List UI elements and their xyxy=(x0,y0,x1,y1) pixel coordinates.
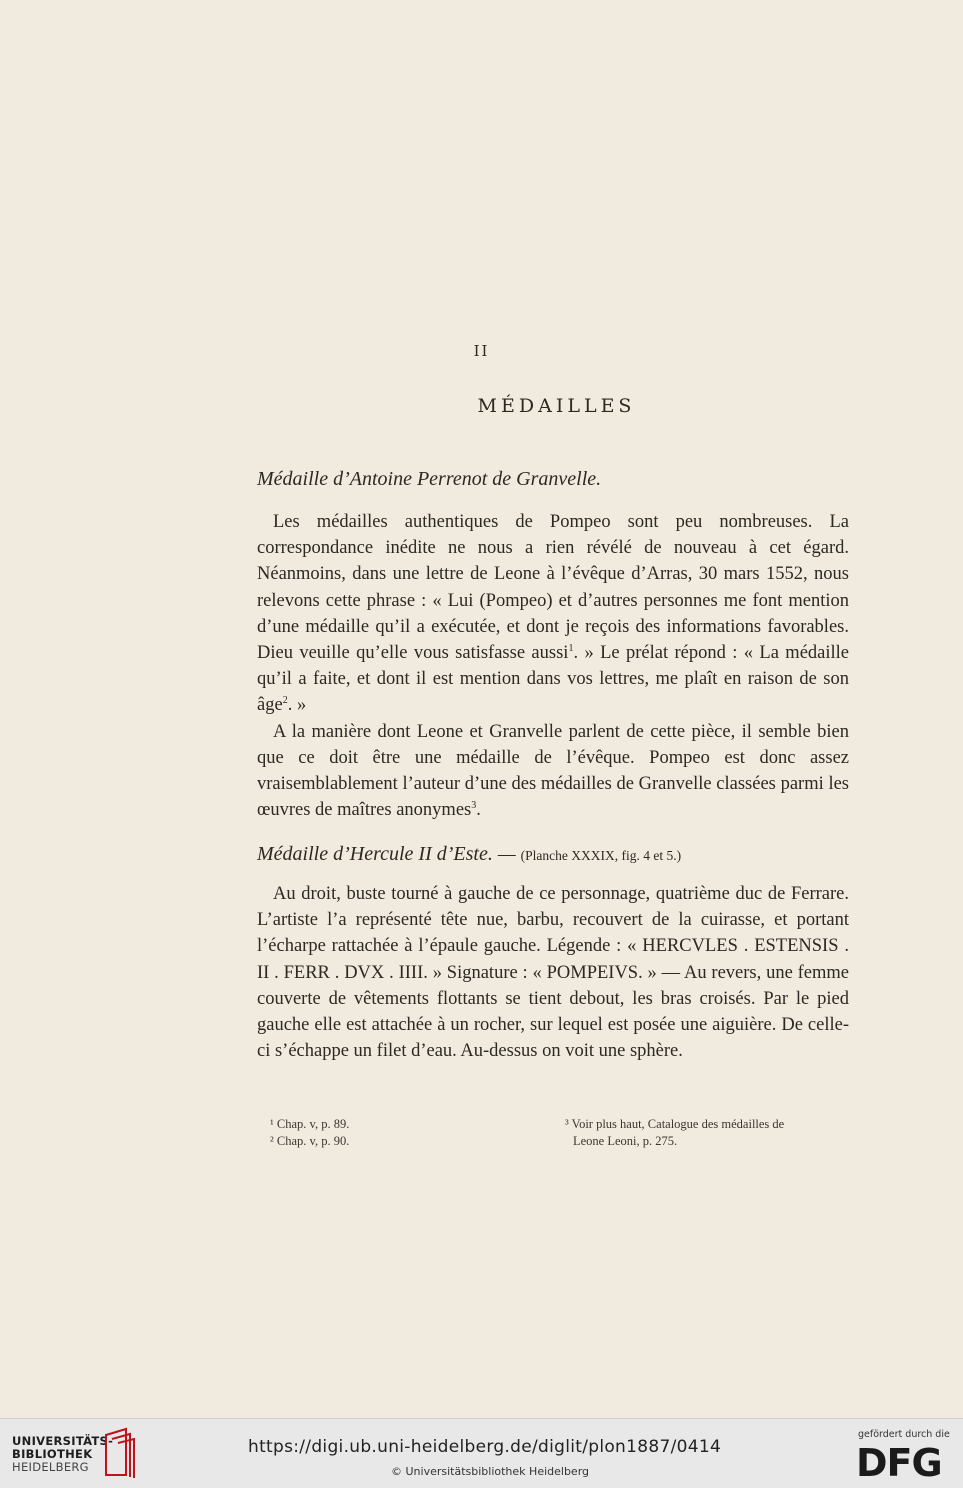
permalink-url[interactable]: https://digi.ub.uni-heidelberg.de/diglit/plon1887/0414 xyxy=(248,1437,722,1457)
section-title: MÉDAILLES xyxy=(477,395,636,417)
plate-reference: (Planche XXXIX, fig. 4 et 5.) xyxy=(520,848,682,863)
library-name-line-2: BIBLIOTHEK xyxy=(12,1447,93,1461)
dfg-logo[interactable]: DFG xyxy=(856,1441,942,1485)
paragraph-1-end: . » xyxy=(287,695,307,716)
heading-granvelle: Médaille d’Antoine Perrenot de Granvelle. xyxy=(257,468,602,490)
footnote-ref-1[interactable]: 1 xyxy=(568,642,574,654)
body-section-1 xyxy=(257,509,849,823)
footnote-3-line-2: Leone Leoni, p. 275. xyxy=(573,1134,678,1148)
footnote-1: ¹ Chap. v, p. 89. xyxy=(270,1117,350,1131)
heading-hercule xyxy=(257,843,681,866)
body-section-2 xyxy=(257,881,849,1064)
heading-hercule-title: Médaille d’Hercule II d’Este. xyxy=(257,843,493,865)
library-logo-icon xyxy=(100,1427,136,1479)
footnotes-right xyxy=(565,1116,849,1150)
chapter-numeral: II xyxy=(473,342,490,360)
paragraph-1-text: Les médailles authentiques de Pompeo sont peu nombreuses. La correspondance inédite ne nous a rien révélé de nouveau à cet égard. Néanmoins, dans une lettre de Leone à l’évêque d’Arras, 30 mars 1552, nous relevons cette phrase : « Lui (Pompeo) et d’autres personnes me font mention d’une médaille qu’il a exécutée, et dont je reçois des informations favorables. Dieu veuille qu’elle vous satisfasse aussi xyxy=(257,512,849,664)
footnote-3-line-1: ³ Voir plus haut, Catalogue des médailles de xyxy=(565,1117,785,1131)
paragraph-2-text: A la manière dont Leone et Granvelle parlent de cette pièce, il semble bien que ce doit être une médaille de l’évêque. Pompeo est donc assez vraisemblablement l’auteur d’une des médailles de Granvelle classées parmi les œuvres de maîtres anonymes xyxy=(257,721,849,821)
library-name-line-1: UNIVERSITÄTS- xyxy=(12,1434,114,1448)
paragraph-2 xyxy=(257,719,849,824)
paragraph-1-mid: . » Le prélat répond : « La médaille qu’il a faite, et dont il est mention dans vos lettres, me plaît en raison de son âge xyxy=(257,643,849,716)
heading-dash: — xyxy=(492,843,521,865)
viewer-footer xyxy=(0,1418,963,1488)
footnote-ref-3[interactable]: 3 xyxy=(471,800,477,812)
paragraph-1 xyxy=(257,509,849,719)
footnotes-left xyxy=(270,1116,349,1150)
footnote-2: ² Chap. v, p. 90. xyxy=(270,1134,350,1148)
library-logo-text[interactable] xyxy=(12,1435,113,1474)
footnote-ref-2[interactable]: 2 xyxy=(282,695,288,707)
copyright-notice: © Universitätsbibliothek Heidelberg xyxy=(391,1465,590,1478)
library-name-line-3: HEIDELBERG xyxy=(12,1460,89,1474)
paragraph-2-end: . xyxy=(476,800,481,821)
paragraph-3: Au droit, buste tourné à gauche de ce personnage, quatrième duc de Ferrare. L’artiste l’a représenté tête nue, barbu, recouvert de la cuirasse, et portant l’écharpe rattachée à l’épaule gauche. Légende : « HERCVLES . ESTENSIS . II . FERR . DVX . IIII. » Signature : « POMPEIVS. » — Au revers, une femme couverte de vêtements flottants se tient debout, les bras croisés. Par le pied gauche elle est attachée à un rocher, sur lequel est posée une aiguière. De celle-ci s’échappe un filet d’eau. Au-dessus on voit une sphère. xyxy=(257,884,849,1062)
funding-label: gefördert durch die xyxy=(858,1429,950,1440)
